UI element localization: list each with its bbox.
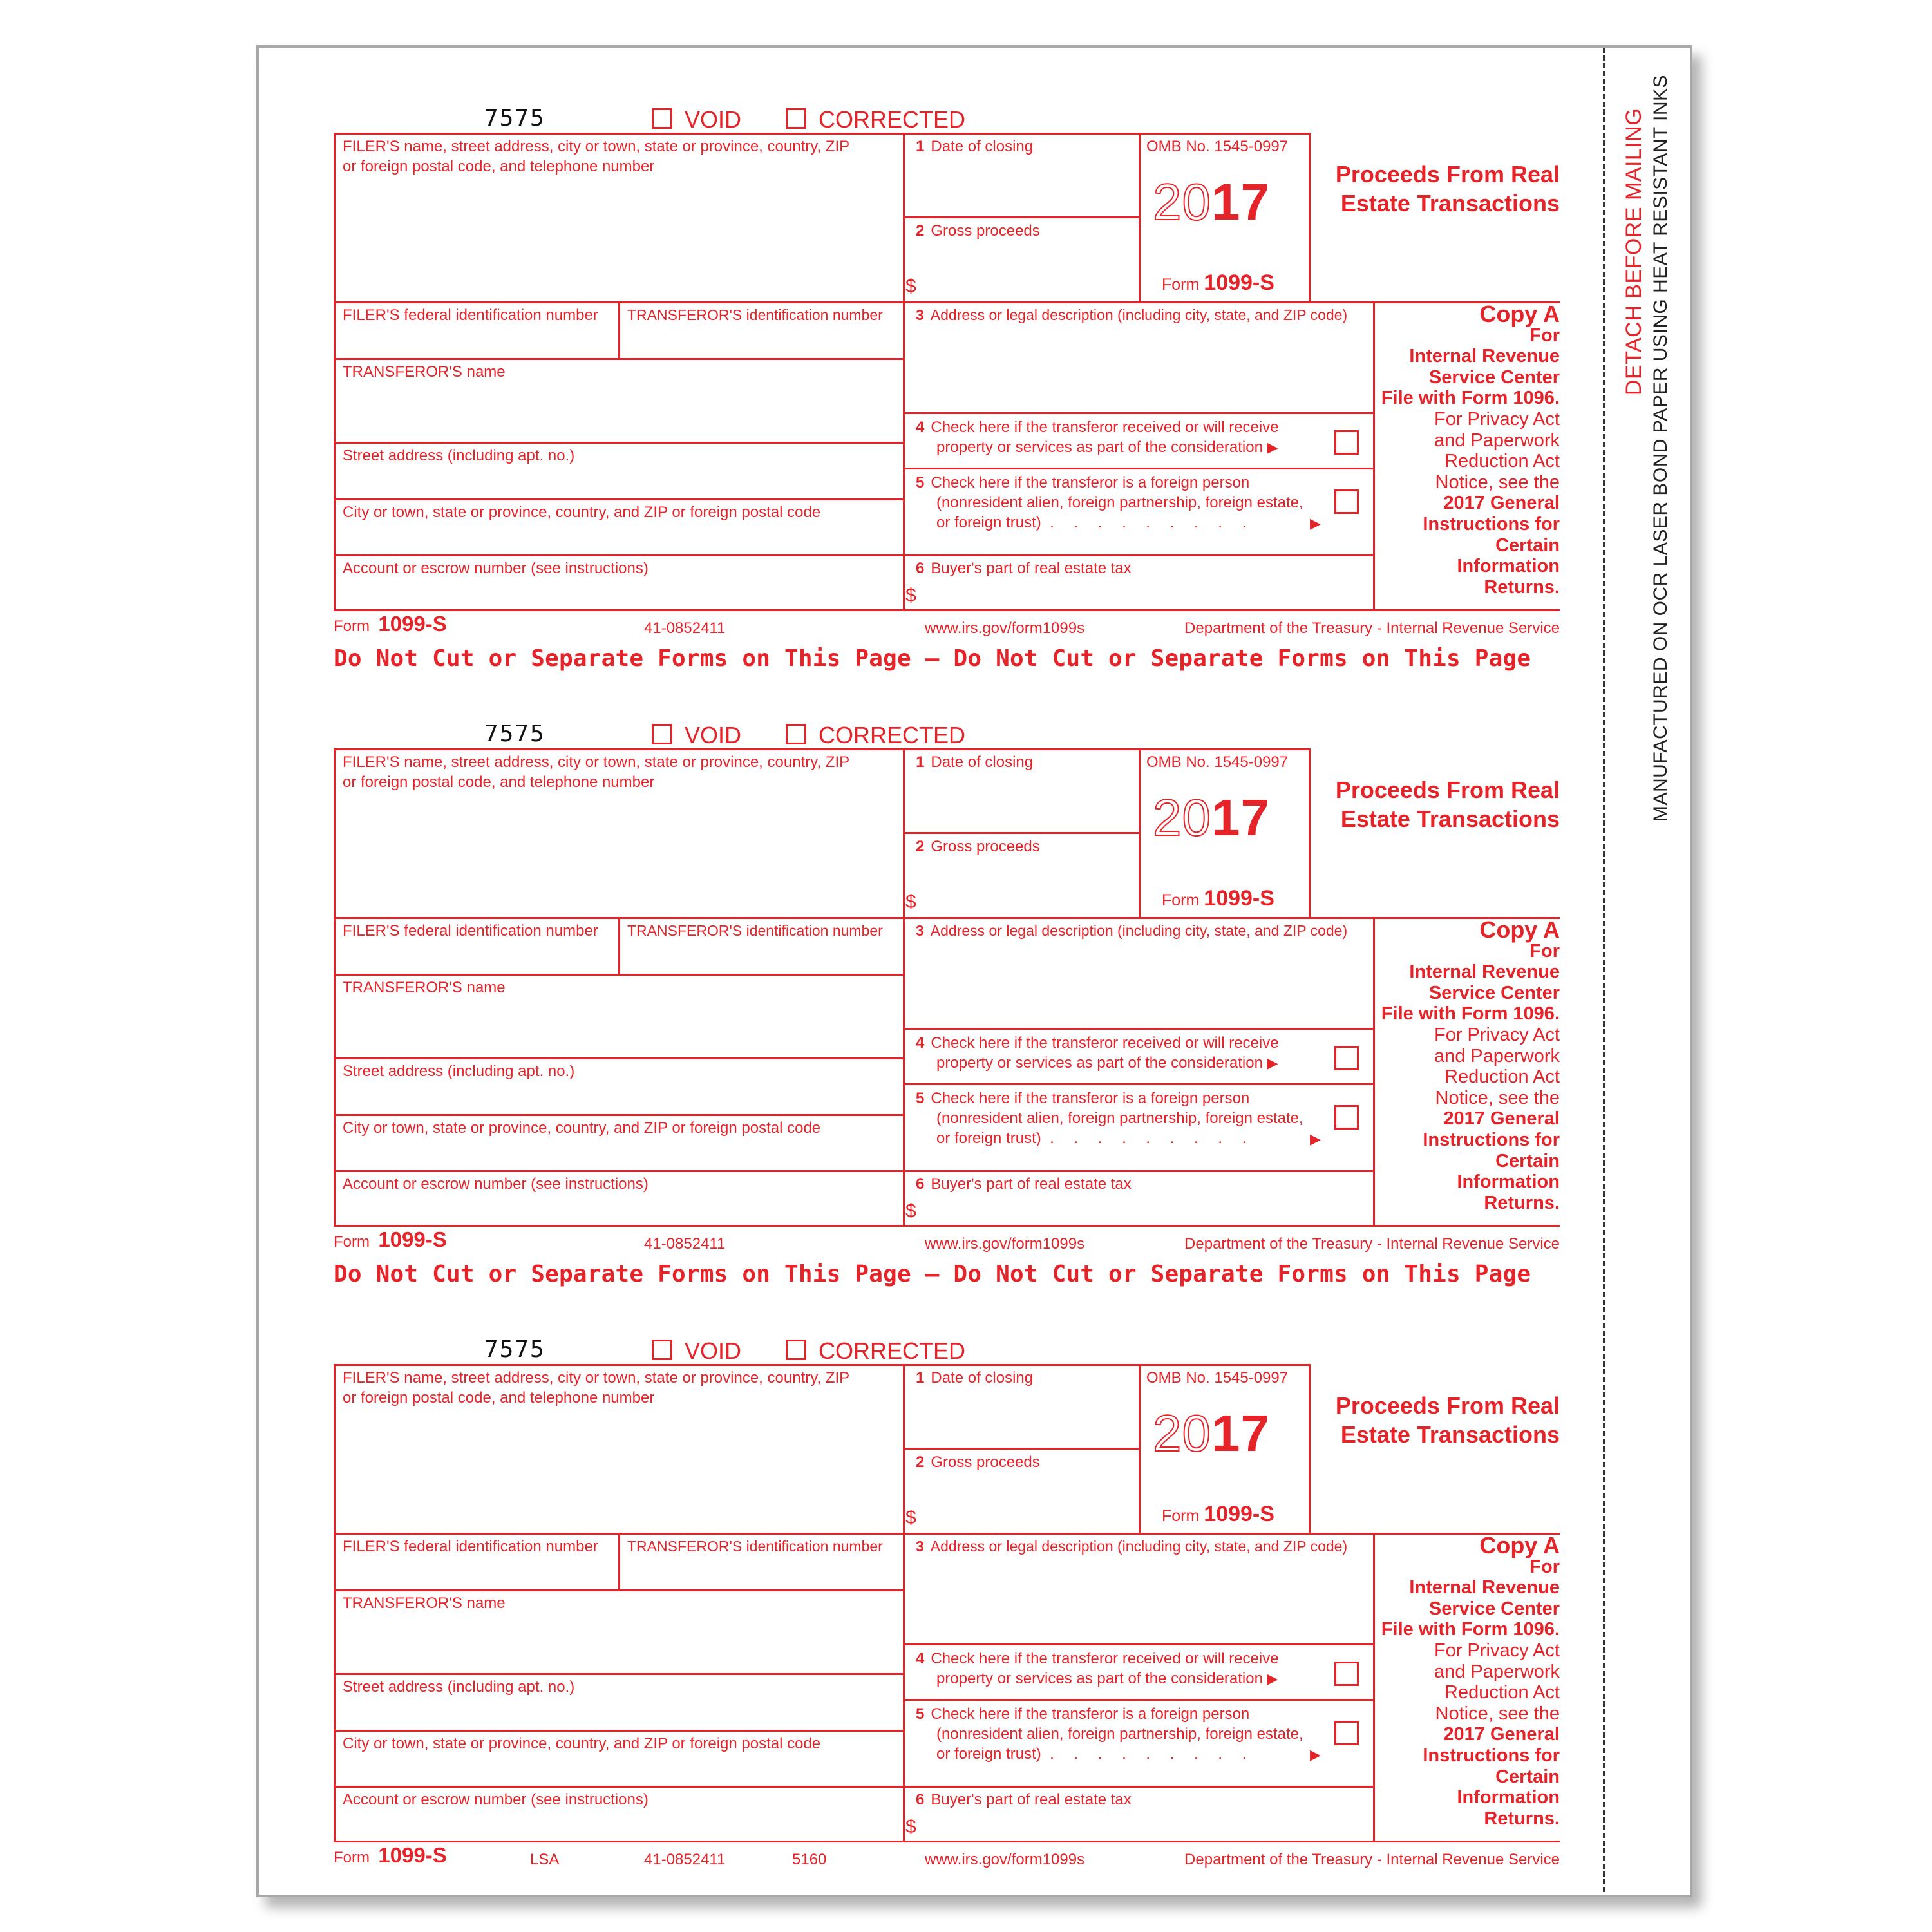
- box1-label: 1 Date of closing: [916, 138, 1034, 155]
- box5-label: 5 Check here if the transferor is a foreign person: [916, 1705, 1250, 1723]
- filer-federal-id-field[interactable]: [337, 943, 614, 971]
- tax-year: 2017: [1153, 1405, 1270, 1462]
- box3-label: 3 Address or legal description (including city, state, and ZIP code): [916, 922, 1348, 939]
- box5-label-2: (nonresident alien, foreign partnership, foreign estate,: [936, 1110, 1303, 1127]
- box4-checkbox[interactable]: [1334, 1662, 1359, 1686]
- box2-label: 2 Gross proceeds: [916, 1454, 1040, 1471]
- omb-number: OMB No. 1545-0997: [1146, 138, 1289, 155]
- footer-url[interactable]: www.irs.gov/form1099s: [925, 620, 1085, 637]
- street-address-label: Street address (including apt. no.): [343, 447, 575, 464]
- form-number-box: Form 1099-S: [1162, 886, 1274, 911]
- form-1099s-copy-3: [334, 1336, 1560, 1913]
- account-number-label: Account or escrow number (see instructions): [343, 560, 649, 577]
- property-address-field[interactable]: [907, 1560, 1369, 1641]
- copy-a-block: Copy A For Internal Revenue Service Center File with Form 1096. For Privacy Act and Paperwork Reduction Act Notice, see the 2017 General Instructions for Certain Information Returns.: [1381, 301, 1560, 598]
- dollar-sign: $: [905, 585, 916, 606]
- footer-department: Department of the Treasury - Internal Revenue Service: [1184, 1851, 1560, 1868]
- city-label: City or town, state or province, country, and ZIP or foreign postal code: [343, 1119, 821, 1137]
- transferor-name-field[interactable]: [337, 999, 898, 1055]
- footer-lsa: LSA: [530, 1851, 560, 1868]
- footer-form-number: Form 1099-S: [334, 1227, 447, 1251]
- footer-department: Department of the Treasury - Internal Revenue Service: [1184, 1235, 1560, 1253]
- form-title: Proceeds From Real Estate Transactions: [1335, 161, 1560, 216]
- filer-name-label: FILER'S name, street address, city or town, state or province, country, ZIP: [343, 753, 850, 771]
- transferor-name-field[interactable]: [337, 384, 898, 439]
- city-field[interactable]: [337, 1756, 898, 1784]
- box5-arrow: ▶: [1310, 515, 1321, 531]
- account-number-field[interactable]: [337, 1195, 898, 1222]
- box4-label: 4 Check here if the transferor received or will receive: [916, 1034, 1279, 1052]
- filer-name-label: FILER'S name, street address, city or town, state or province, country, ZIP: [343, 1369, 850, 1387]
- footer-url[interactable]: www.irs.gov/form1099s: [925, 1235, 1085, 1253]
- box2-label: 2 Gross proceeds: [916, 838, 1040, 855]
- filer-name-label-2: or foreign postal code, and telephone number: [343, 773, 655, 791]
- filer-federal-id-label: FILER'S federal identification number: [343, 922, 598, 940]
- date-of-closing-field[interactable]: [907, 1391, 1135, 1445]
- box4-label-2: property or services as part of the consideration ▶: [936, 439, 1278, 456]
- transferor-id-field[interactable]: [623, 327, 899, 355]
- account-number-label: Account or escrow number (see instructions): [343, 1175, 649, 1193]
- void-checkbox[interactable]: [652, 108, 672, 129]
- gross-proceeds-field[interactable]: [921, 1477, 1135, 1530]
- filer-federal-id-label: FILER'S federal identification number: [343, 1538, 598, 1555]
- box3-label: 3 Address or legal description (including city, state, and ZIP code): [916, 307, 1348, 323]
- box5-checkbox[interactable]: [1334, 1721, 1359, 1745]
- transferor-name-label: TRANSFEROR'S name: [343, 363, 506, 381]
- omb-number: OMB No. 1545-0997: [1146, 753, 1289, 771]
- buyer-real-estate-tax-field[interactable]: [921, 1811, 1369, 1838]
- box2-label: 2 Gross proceeds: [916, 222, 1040, 240]
- form-1099s-copy-1: [334, 105, 1560, 681]
- box5-arrow: ▶: [1310, 1131, 1321, 1147]
- box5-checkbox[interactable]: [1334, 489, 1359, 514]
- transferor-id-field[interactable]: [623, 943, 899, 971]
- filer-name-field[interactable]: [337, 1412, 898, 1528]
- void-checkbox[interactable]: [652, 1340, 672, 1360]
- form-number-box: Form 1099-S: [1162, 270, 1274, 295]
- manufactured-notice: MANUFACTURED ON OCR LASER BOND PAPER USING HEAT RESISTANT INKS: [1650, 74, 1671, 822]
- dollar-sign: $: [905, 891, 916, 913]
- buyer-real-estate-tax-field[interactable]: [921, 580, 1369, 607]
- footer-catalog-number: 41-0852411: [644, 620, 726, 637]
- form-title: Proceeds From Real Estate Transactions: [1335, 1392, 1560, 1448]
- footer-department: Department of the Treasury - Internal Revenue Service: [1184, 620, 1560, 637]
- street-address-label: Street address (including apt. no.): [343, 1678, 575, 1696]
- filer-federal-id-field[interactable]: [337, 1558, 614, 1587]
- filer-name-label: FILER'S name, street address, city or town, state or province, country, ZIP: [343, 138, 850, 155]
- tax-year: 2017: [1153, 789, 1270, 846]
- box4-label: 4 Check here if the transferor received or will receive: [916, 1650, 1279, 1667]
- form-1099s-copy-2: [334, 721, 1560, 1297]
- box4-label: 4 Check here if the transferor received or will receive: [916, 419, 1279, 436]
- box6-label: 6 Buyer's part of real estate tax: [916, 1791, 1132, 1808]
- box5-label-2: (nonresident alien, foreign partnership, foreign estate,: [936, 494, 1303, 511]
- filer-name-label-2: or foreign postal code, and telephone number: [343, 1389, 655, 1406]
- box1-label: 1 Date of closing: [916, 1369, 1034, 1387]
- footer-catalog-number: 41-0852411: [644, 1235, 726, 1253]
- city-field[interactable]: [337, 1140, 898, 1168]
- footer-form-number: Form 1099-S: [334, 612, 447, 636]
- box5-checkbox[interactable]: [1334, 1105, 1359, 1130]
- transferor-id-label: TRANSFEROR'S identification number: [627, 307, 883, 323]
- date-of-closing-field[interactable]: [907, 160, 1135, 214]
- box6-label: 6 Buyer's part of real estate tax: [916, 1175, 1132, 1193]
- dollar-sign: $: [905, 276, 916, 297]
- box4-checkbox[interactable]: [1334, 1046, 1359, 1070]
- copy-a-block: Copy A For Internal Revenue Service Center File with Form 1096. For Privacy Act and Paperwork Reduction Act Notice, see the 2017 General Instructions for Certain Information Returns.: [1381, 1532, 1560, 1829]
- void-label: VOID: [685, 1338, 742, 1364]
- gross-proceeds-field[interactable]: [921, 246, 1135, 299]
- city-field[interactable]: [337, 524, 898, 553]
- street-address-field[interactable]: [337, 468, 898, 496]
- do-not-cut-notice: Do Not Cut or Separate Forms on This Page — Do Not Cut or Separate Forms on This Page: [334, 645, 1531, 672]
- copy-a-block: Copy A For Internal Revenue Service Center File with Form 1096. For Privacy Act and Paperwork Reduction Act Notice, see the 2017 General Instructions for Certain Information Returns.: [1381, 916, 1560, 1213]
- box5-label-3: or foreign trust) . . . . . . . . .: [936, 514, 1255, 531]
- filer-name-label-2: or foreign postal code, and telephone number: [343, 158, 655, 175]
- corrected-label: CORRECTED: [819, 106, 966, 133]
- street-address-label: Street address (including apt. no.): [343, 1063, 575, 1080]
- form-code: 7575: [484, 721, 545, 747]
- footer-code-5160: 5160: [792, 1851, 827, 1868]
- box6-label: 6 Buyer's part of real estate tax: [916, 560, 1132, 577]
- corrected-label: CORRECTED: [819, 722, 966, 748]
- gross-proceeds-field[interactable]: [921, 862, 1135, 914]
- form-number-box: Form 1099-S: [1162, 1502, 1274, 1526]
- account-number-field[interactable]: [337, 1811, 898, 1838]
- dollar-sign: $: [905, 1200, 916, 1222]
- account-number-label: Account or escrow number (see instructions): [343, 1791, 649, 1808]
- box5-label-3: or foreign trust) . . . . . . . . .: [936, 1130, 1255, 1147]
- footer-catalog-number: 41-0852411: [644, 1851, 726, 1868]
- box5-label-3: or foreign trust) . . . . . . . . .: [936, 1745, 1255, 1763]
- box4-checkbox[interactable]: [1334, 430, 1359, 455]
- footer-url[interactable]: www.irs.gov/form1099s: [925, 1851, 1085, 1868]
- filer-name-field[interactable]: [337, 796, 898, 912]
- box4-label-2: property or services as part of the consideration ▶: [936, 1054, 1278, 1072]
- box5-label: 5 Check here if the transferor is a foreign person: [916, 474, 1250, 491]
- form-code: 7575: [484, 1336, 545, 1363]
- corrected-checkbox[interactable]: [786, 108, 806, 129]
- omb-number: OMB No. 1545-0997: [1146, 1369, 1289, 1387]
- box5-label: 5 Check here if the transferor is a foreign person: [916, 1090, 1250, 1107]
- box5-label-2: (nonresident alien, foreign partnership, foreign estate,: [936, 1725, 1303, 1743]
- transferor-id-field[interactable]: [623, 1558, 899, 1587]
- box3-label: 3 Address or legal description (including city, state, and ZIP code): [916, 1538, 1348, 1555]
- transferor-id-label: TRANSFEROR'S identification number: [627, 1538, 883, 1555]
- box5-arrow: ▶: [1310, 1747, 1321, 1763]
- transferor-name-field[interactable]: [337, 1615, 898, 1671]
- street-address-field[interactable]: [337, 1699, 898, 1727]
- footer-form-number: Form 1099-S: [334, 1843, 447, 1867]
- property-address-field[interactable]: [907, 328, 1369, 410]
- box4-label-2: property or services as part of the consideration ▶: [936, 1670, 1278, 1687]
- void-label: VOID: [685, 722, 742, 748]
- dollar-sign: $: [905, 1507, 916, 1528]
- perforation-line: [1603, 48, 1605, 1892]
- tax-year: 2017: [1153, 173, 1270, 231]
- city-label: City or town, state or province, country, and ZIP or foreign postal code: [343, 1735, 821, 1752]
- dollar-sign: $: [905, 1816, 916, 1837]
- corrected-checkbox[interactable]: [786, 724, 806, 744]
- street-address-field[interactable]: [337, 1083, 898, 1112]
- filer-federal-id-label: FILER'S federal identification number: [343, 307, 598, 324]
- form-code: 7575: [484, 105, 545, 131]
- void-label: VOID: [685, 106, 742, 133]
- box1-label: 1 Date of closing: [916, 753, 1034, 771]
- transferor-id-label: TRANSFEROR'S identification number: [627, 922, 883, 939]
- void-checkbox[interactable]: [652, 724, 672, 744]
- date-of-closing-field[interactable]: [907, 775, 1135, 829]
- detach-notice: DETACH BEFORE MAILING: [1622, 108, 1646, 395]
- transferor-name-label: TRANSFEROR'S name: [343, 979, 506, 996]
- filer-federal-id-field[interactable]: [337, 327, 614, 355]
- form-title: Proceeds From Real Estate Transactions: [1335, 777, 1560, 832]
- corrected-label: CORRECTED: [819, 1338, 966, 1364]
- do-not-cut-notice: Do Not Cut or Separate Forms on This Page — Do Not Cut or Separate Forms on This Page: [334, 1261, 1531, 1287]
- corrected-checkbox[interactable]: [786, 1340, 806, 1360]
- transferor-name-label: TRANSFEROR'S name: [343, 1595, 506, 1612]
- buyer-real-estate-tax-field[interactable]: [921, 1195, 1369, 1222]
- city-label: City or town, state or province, country, and ZIP or foreign postal code: [343, 504, 821, 521]
- account-number-field[interactable]: [337, 580, 898, 607]
- filer-name-field[interactable]: [337, 180, 898, 296]
- property-address-field[interactable]: [907, 944, 1369, 1025]
